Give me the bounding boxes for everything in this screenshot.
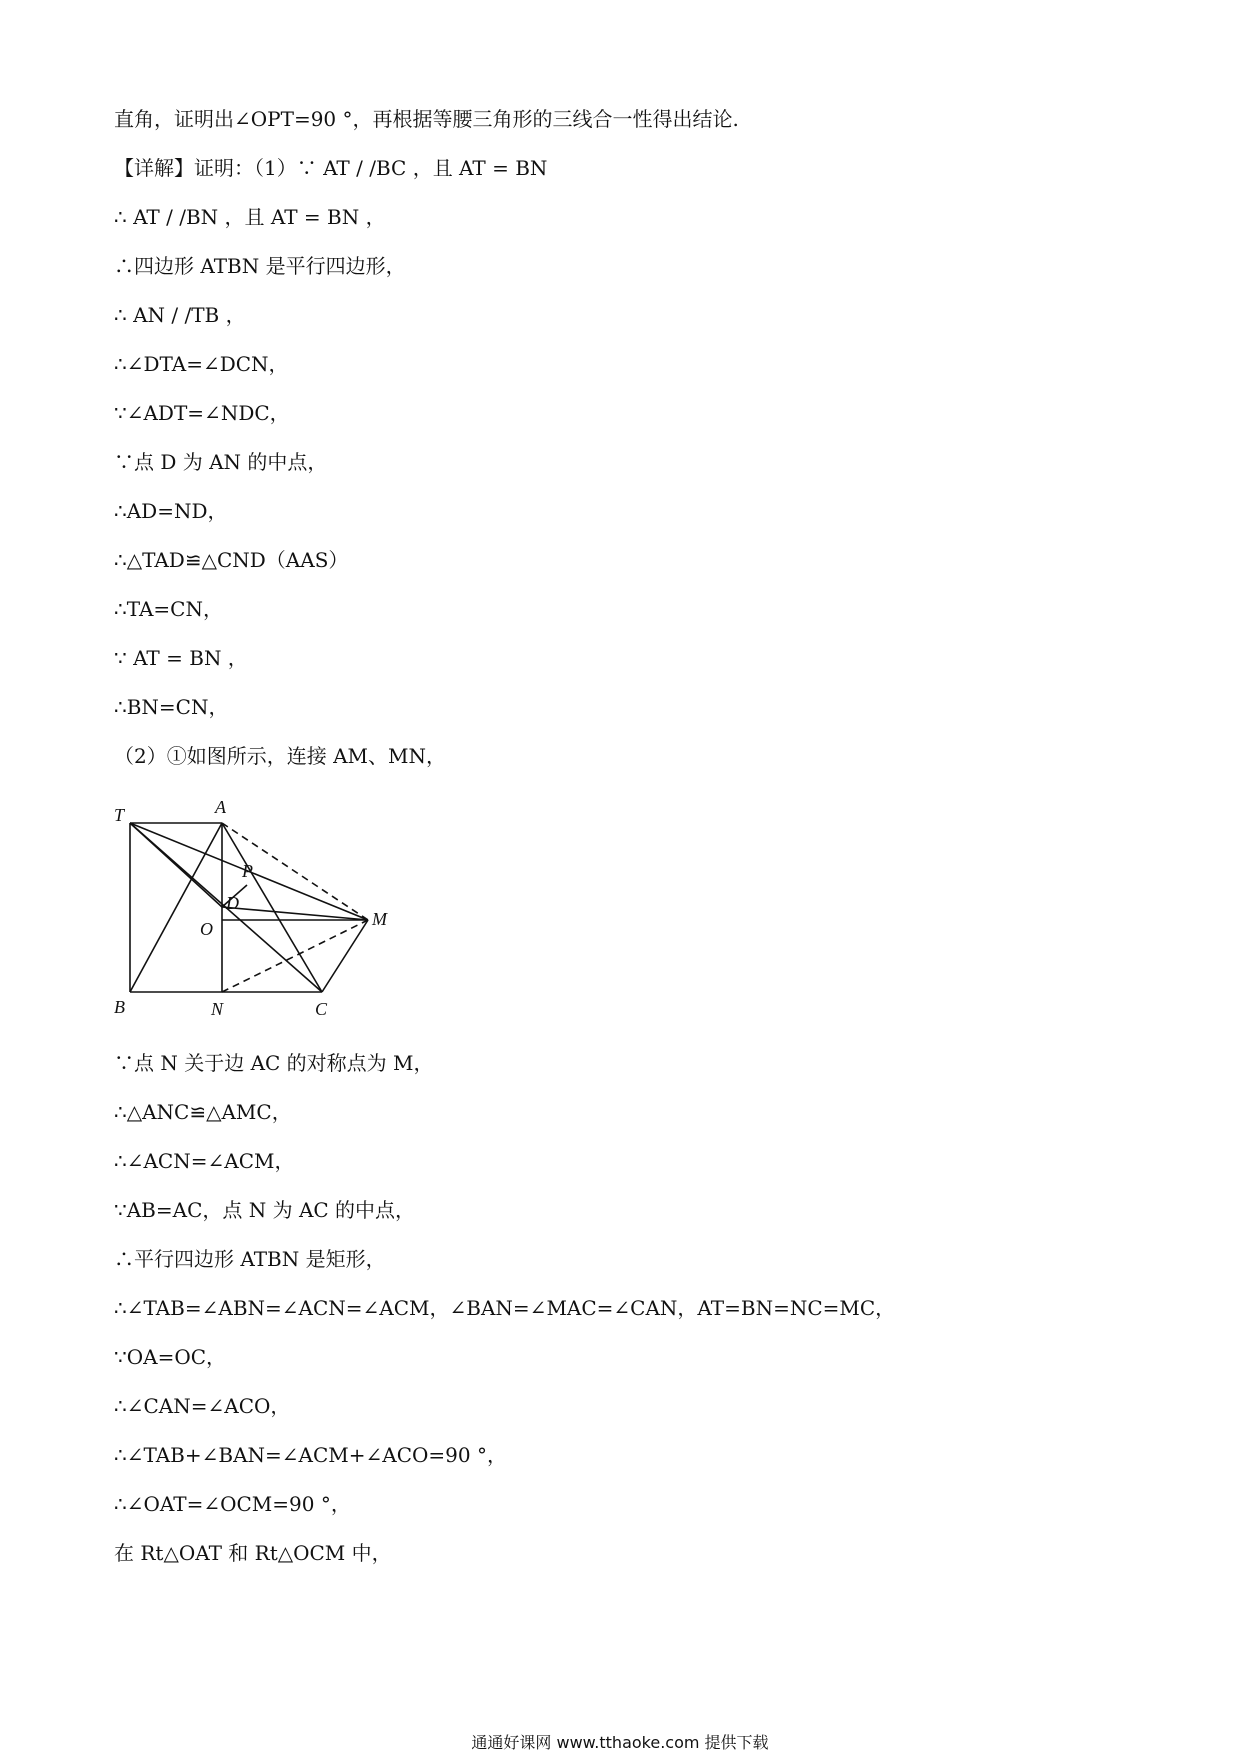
page-footer: 通通好课网 www.tthaoke.com 提供下载 (471, 1733, 769, 1752)
text-line: ∵点 D 为 AN 的中点， (114, 450, 328, 474)
text-line: ∵∠ADT=∠NDC， (114, 401, 290, 425)
text-line: （2）①如图所示，连接 AM、MN， (114, 744, 446, 768)
label-d: D (226, 893, 239, 913)
text-line: ∴△ANC≌△AMC， (114, 1100, 292, 1124)
text-line: ∴ AN / /TB ， (114, 303, 246, 327)
text-line: ∴ AT / /BN ，且 AT = BN ， (114, 205, 386, 229)
text-line: ∵ AT = BN ， (114, 646, 248, 670)
text-line: 直角，证明出∠OPT=90 °，再根据等腰三角形的三线合一性得出结论. (114, 107, 739, 131)
text-line: 【详解】证明：（1）∵ AT / /BC ，且 AT = BN (114, 156, 548, 180)
segment-td (130, 823, 222, 907)
text-line: ∵OA=OC， (114, 1345, 227, 1369)
text-line: ∴∠TAB=∠ABN=∠ACN=∠ACM，∠BAN=∠MAC=∠CAN，AT=BN=NC=MC， (114, 1296, 896, 1320)
text-line: ∴∠DTA=∠DCN， (114, 352, 289, 376)
text-line: ∴∠ACN=∠ACM， (114, 1149, 295, 1173)
text-line: ∴平行四边形 ATBN 是矩形， (114, 1247, 386, 1271)
label-o: O (200, 919, 213, 939)
text-line: ∵点 N 关于边 AC 的对称点为 M， (114, 1051, 434, 1075)
segment-nm-dashed (222, 920, 368, 992)
label-n: N (211, 999, 224, 1019)
text-line: ∵AB=AC，点 N 为 AC 的中点， (114, 1198, 416, 1222)
segment-ab (130, 823, 222, 992)
label-t: T (114, 805, 125, 825)
label-c: C (315, 999, 328, 1019)
text-line: ∴△TAD≌△CND（AAS） (114, 548, 349, 572)
label-p: P (242, 861, 253, 881)
text-line: ∴∠TAB+∠BAN=∠ACM+∠ACO=90 °， (114, 1443, 507, 1467)
segment-md (222, 907, 368, 920)
text-line: ∴四边形 ATBN 是平行四边形， (114, 254, 406, 278)
label-m: M (372, 909, 387, 929)
text-line: ∴∠OAT=∠OCM=90 °， (114, 1492, 351, 1516)
text-line: 在 Rt△OAT 和 Rt△OCM 中， (114, 1541, 392, 1565)
label-b: B (114, 997, 125, 1017)
text-line: ∴TA=CN， (114, 597, 223, 621)
text-line: ∴BN=CN， (114, 695, 229, 719)
text-line: ∴AD=ND， (114, 499, 228, 523)
text-line: ∴∠CAN=∠ACO， (114, 1394, 291, 1418)
label-a: A (215, 797, 226, 817)
geometry-figure (110, 795, 410, 1020)
